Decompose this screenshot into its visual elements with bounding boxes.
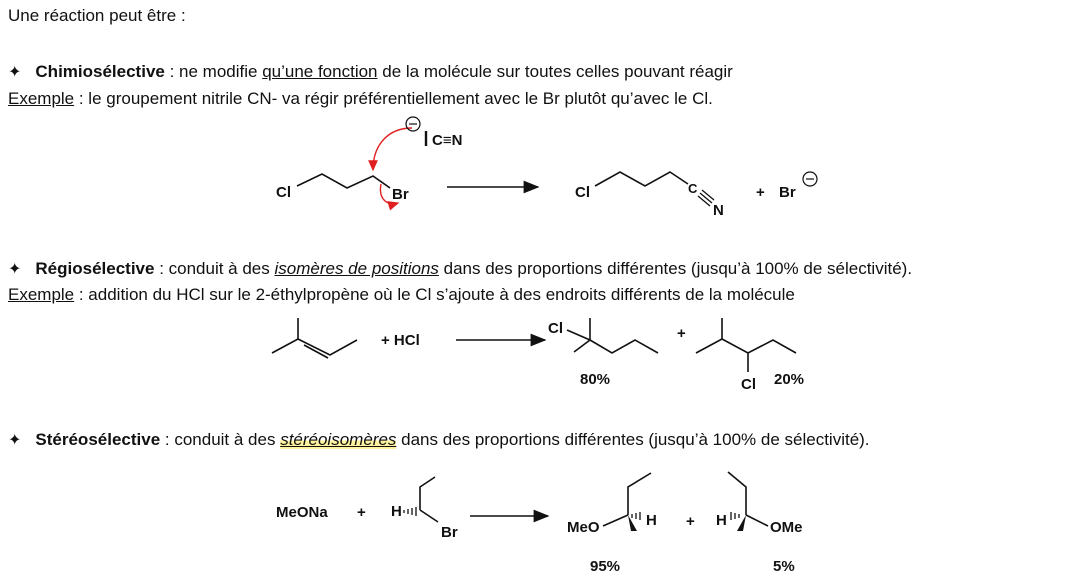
product-c-label: C	[688, 181, 698, 196]
chimio-example-label: Exemple	[8, 89, 75, 108]
scheme3-plus1: +	[357, 504, 366, 521]
yield-a: 80%	[580, 371, 611, 388]
star-bullet-icon: ✦	[8, 64, 22, 81]
scheme2-reagent: + HCl	[381, 332, 420, 349]
scheme3-plus2: +	[686, 513, 695, 530]
product-n-label: N	[713, 202, 724, 219]
bromide-label: Br	[779, 184, 796, 201]
yield-95: 95%	[590, 558, 621, 575]
stereo-underlined: stéréoisomères	[280, 430, 397, 449]
scheme1-plus: +	[756, 184, 765, 201]
hashed-bond-a	[404, 507, 416, 516]
yield-5: 5%	[773, 558, 795, 575]
product-h-b: H	[716, 512, 727, 529]
regio-example-label: Exemple	[8, 285, 75, 304]
reactant-br-label: Br	[392, 186, 409, 203]
product-ome: OMe	[770, 519, 803, 536]
stereo-text-before: : conduit à des	[160, 430, 281, 449]
reactant-h: H	[391, 503, 402, 520]
regio-text-before: : conduit à des	[154, 259, 275, 278]
product-a-cl: Cl	[548, 320, 563, 337]
chimio-text-after: de la molécule sur toutes celles pouvant réagir	[377, 62, 733, 81]
product-cl-label: Cl	[575, 184, 590, 201]
scheme2-plus: +	[677, 325, 686, 342]
reactant-br: Br	[441, 524, 458, 541]
chimio-title: Chimiosélective	[35, 62, 165, 81]
hashed-bond-b	[632, 512, 640, 520]
regio-example-text: : addition du HCl sur le 2-éthylpropène où le Cl s’ajoute à des endroits différents de la molécule	[74, 285, 795, 304]
reactant-skeleton	[420, 477, 435, 510]
chimio-example-text: : le groupement nitrile CN- va régir préférentiellement avec le Br plutôt qu’avec le Cl.	[74, 89, 713, 108]
reactant-cl-label: Cl	[276, 184, 291, 201]
star-bullet-icon: ✦	[8, 432, 22, 449]
chimio-underlined: qu’une fonction	[262, 62, 378, 81]
regio-underlined: isomères de positions	[274, 259, 439, 278]
star-bullet-icon: ✦	[8, 261, 22, 278]
chimio-text-before: : ne modifie	[164, 62, 263, 81]
product-meo: MeO	[567, 519, 600, 536]
regio-title: Régiosélective	[35, 259, 155, 278]
regio-text-after: dans des proportions différentes (jusqu’à 100% de sélectivité).	[438, 259, 913, 278]
stereo-text-after: dans des proportions différentes (jusqu’à 100% de sélectivité).	[396, 430, 870, 449]
product-h-a: H	[646, 512, 657, 529]
scheme3-reagent: MeONa	[276, 504, 328, 521]
stereo-title: Stéréosélective	[35, 430, 161, 449]
nucleophile-label: C≡N	[432, 132, 463, 149]
intro-text: Une réaction peut être :	[8, 6, 186, 25]
yield-b: 20%	[774, 371, 805, 388]
product-5-skeleton	[728, 472, 746, 515]
hashed-bond-c	[731, 512, 739, 520]
product-b-cl: Cl	[741, 376, 756, 393]
product-95-skeleton	[628, 473, 651, 515]
